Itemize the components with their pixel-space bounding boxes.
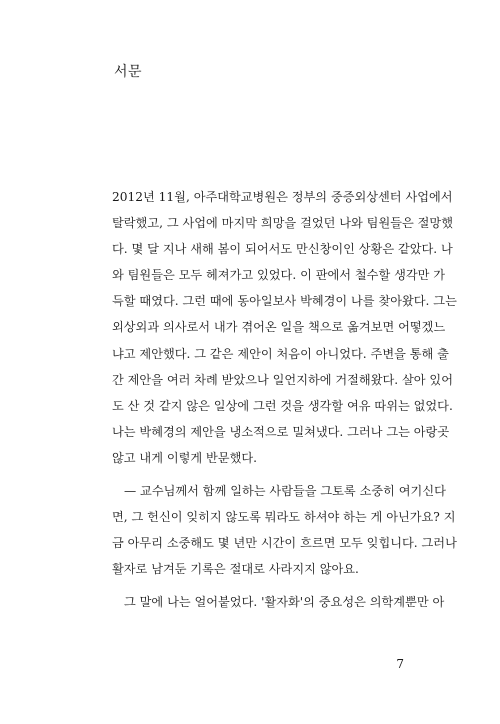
page-number: 7	[396, 657, 404, 671]
text-line: 도 산 것 같지 않은 일상에 그런 것을 생각할 여유 따위는 없었다.	[112, 398, 453, 413]
text-line: 간 제안을 여러 차례 받았으나 일언지하에 거절해왔다. 살아 있어	[112, 372, 453, 387]
text-line: — 교수님께서 함께 일하는 사람들을 그토록 소중히 여기신다	[124, 484, 446, 499]
body-text	[112, 184, 457, 616]
text-line: 와 팀원들은 모두 헤져가고 있었다. 이 판에서 철수할 생각만 가	[112, 268, 446, 283]
text-line: 탈락했고, 그 사업에 마지막 희망을 걸었던 나와 팀원들은 절망했	[112, 216, 453, 231]
text-line: 2012년 11월, 아주대학교병원은 정부의 중증외상센터 사업에서	[112, 190, 453, 204]
text-line: 활자로 남겨둔 기록은 절대로 사라지지 않아요.	[112, 562, 359, 577]
text-line: 않고 내게 이렇게 반문했다.	[112, 450, 258, 465]
text-line: 금 아무리 소중해도 몇 년만 시간이 흐르면 모두 잊힙니다. 그러나	[112, 536, 457, 551]
chapter-title: 서문	[114, 64, 143, 80]
text-line: 면, 그 헌신이 잊히지 않도록 뭐라도 하셔야 하는 게 아닌가요? 지	[112, 510, 456, 525]
text-line: 그 말에 나는 얼어붙었다. '활자화'의 중요성은 의학계뿐만 아	[124, 595, 445, 610]
text-line: 외상외과 의사로서 내가 겪어온 일을 책으로 옮겨보면 어떻겠느	[112, 320, 446, 335]
text-line: 나는 박혜경의 제안을 냉소적으로 밀쳐냈다. 그러나 그는 아랑곳	[112, 424, 450, 439]
text-line: 득할 때였다. 그런 때에 동아일보사 박혜경이 나를 찾아왔다. 그는	[112, 294, 457, 309]
text-line: 다. 몇 달 지나 새해 봄이 되어서도 만신창이인 상황은 같았다. 나	[112, 242, 453, 257]
text-line: 냐고 제안했다. 그 같은 제안이 처음이 아니었다. 주변을 통해 출	[112, 346, 449, 361]
